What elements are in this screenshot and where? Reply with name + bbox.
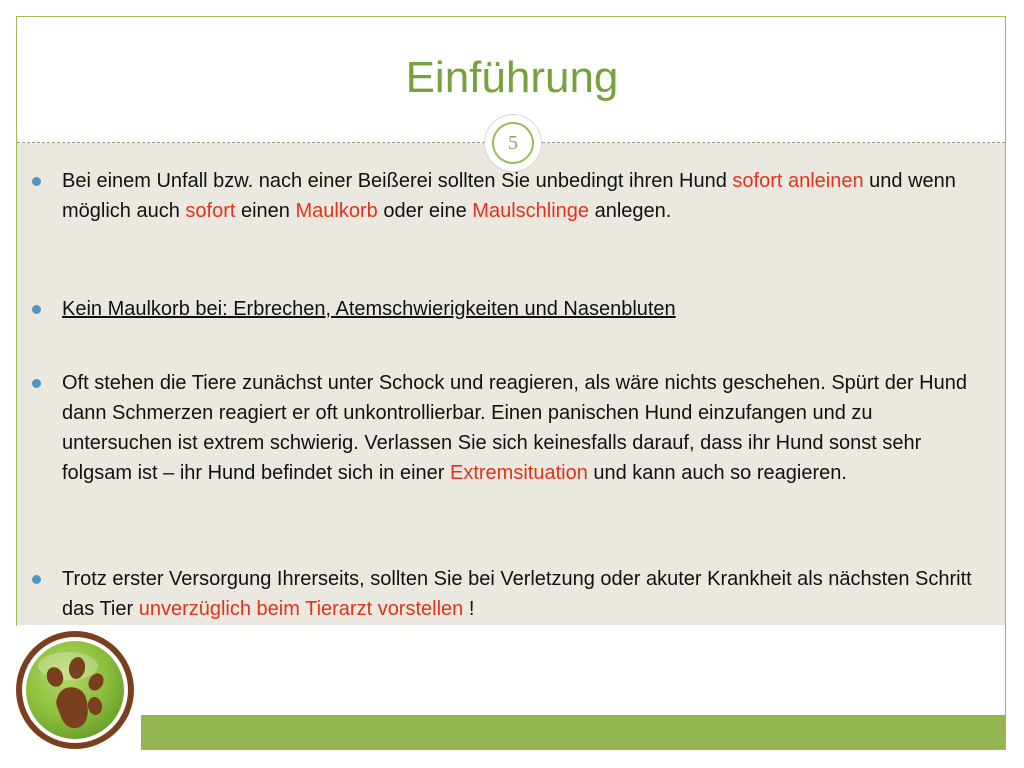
- slide-number: 5: [492, 122, 534, 164]
- bullet-text: Oft stehen die Tiere zunächst unter Schock und reagieren, als wäre nichts geschehen. Spürt der Hund dann Schmerzen reagiert er oft unkontrollierbar. Einen panischen Hund einzufangen und zu untersuchen ist extrem schwierig. Verlassen Sie sich keinesfalls darauf, dass ihr Hund sonst sehr folgsam ist – ihr Hund befindet sich in einer Extremsituation und kann auch so reagieren.: [62, 372, 967, 484]
- bullet-dot-icon: [32, 575, 41, 584]
- slide-title: Einführung: [405, 53, 619, 102]
- highlight-text: Maulkorb: [295, 200, 378, 222]
- logo-area: [10, 626, 141, 760]
- highlight-text: Extremsituation: [449, 462, 588, 484]
- bullet-text: Kein Maulkorb bei: Erbrechen, Atemschwierigkeiten und Nasenbluten: [62, 298, 676, 320]
- bullet-text: Bei einem Unfall bzw. nach einer Beißerei sollten Sie unbedingt ihren Hund sofort anleinen und wenn möglich auch sofort einen Maulkorb oder eine Maulschlinge anlegen.: [62, 170, 956, 222]
- paw-print-icon: [10, 626, 141, 760]
- highlight-text: sofort anleinen: [732, 170, 864, 192]
- highlight-text: sofort: [185, 200, 236, 222]
- bullet-dot-icon: [32, 379, 41, 388]
- slide-number-badge: [484, 114, 542, 172]
- bullet-dot-icon: [32, 305, 41, 314]
- footer-bar: [141, 715, 1005, 749]
- bullet-text: Trotz erster Versorgung Ihrerseits, sollten Sie bei Verletzung oder akuter Krankheit als nächsten Schritt das Tier unverzüglich beim Tierarzt vorstellen !: [62, 568, 972, 620]
- bullet-dot-icon: [32, 177, 41, 186]
- highlight-text: Maulschlinge: [472, 200, 590, 222]
- highlight-text: unverzüglich beim Tierarzt vorstellen: [138, 598, 464, 620]
